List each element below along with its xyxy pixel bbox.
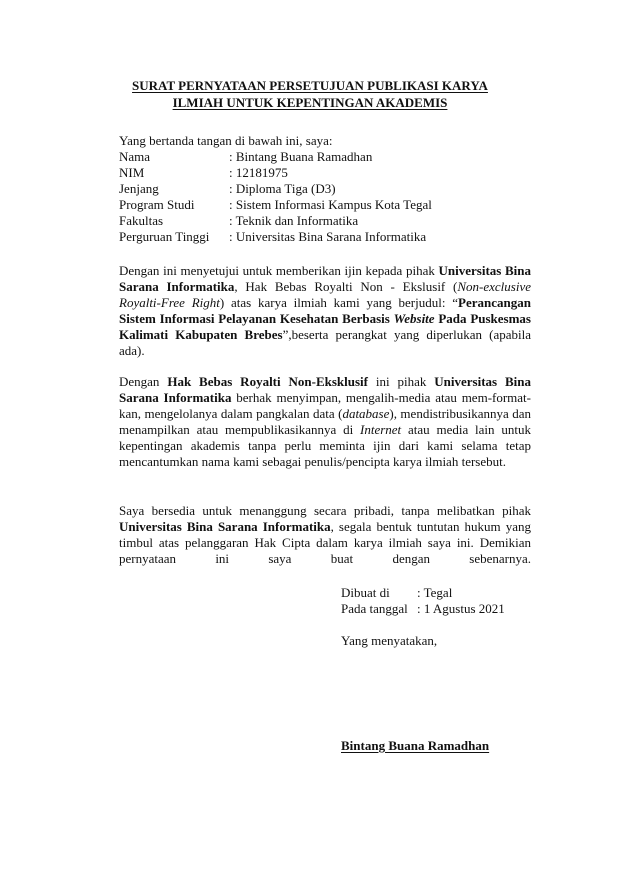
- field-value: : Teknik dan Informatika: [229, 213, 359, 228]
- university-name: Universitas Bina Sarana Informatika: [119, 519, 331, 534]
- intro-text: Yang bertanda tangan di bawah ini, saya:: [119, 133, 333, 148]
- field-row-nim: [119, 165, 531, 181]
- consent-paragraph: [119, 263, 531, 359]
- field-value: : Diploma Tiga (D3): [229, 181, 336, 196]
- university-name: Universitas Bina Sarana Informatika: [119, 374, 532, 405]
- title-line-1: SURAT PERNYATAAN PERSETUJUAN PUBLIKASI KARYA: [132, 78, 488, 93]
- date-value: : 1 Agustus 2021: [417, 601, 505, 616]
- italic-term: database: [342, 406, 390, 421]
- thesis-title-italic: Website: [393, 311, 435, 326]
- signature-place-date: [341, 585, 505, 617]
- field-label: NIM: [119, 165, 145, 180]
- signature-statement: Yang menyatakan,: [341, 633, 438, 648]
- place-row: [341, 585, 505, 601]
- field-label: Perguruan Tinggi: [119, 229, 210, 244]
- field-row-nama: [119, 149, 531, 165]
- paragraph-text: , Hak Bebas Royalti Non - Ekslusif (: [234, 279, 458, 294]
- paragraph-text: Dengan: [119, 374, 168, 389]
- date-row: [341, 601, 505, 617]
- paragraph-text: atau media lain untuk kepentingan akademis tanpa perlu meminta ijin dari kami selama tetap mencantumkan nama kami sebagai penulis/pencipta karya ilmiah tersebut.: [119, 422, 531, 469]
- field-label: Program Studi: [119, 197, 195, 212]
- field-value: : Sistem Informasi Kampus Kota Tegal: [229, 197, 432, 212]
- signer-name: Bintang Buana Ramadhan: [341, 738, 490, 753]
- place-value: : Tegal: [417, 585, 453, 600]
- rights-term: Hak Bebas Royalti Non-Eksklusif: [167, 374, 368, 389]
- thesis-title: Perancangan Sistem Informasi Pelayanan Kesehatan Berbasis: [119, 295, 531, 326]
- italic-term: Internet: [360, 422, 402, 437]
- rights-paragraph: [119, 374, 531, 470]
- paragraph-text: Saya bersedia untuk menanggung secara pribadi, tanpa melibatkan pihak: [119, 503, 531, 518]
- field-row-program-studi: [119, 197, 531, 213]
- field-row-perguruan-tinggi: [119, 229, 531, 245]
- paragraph-text: ini pihak: [368, 374, 435, 389]
- field-row-jenjang: [119, 181, 531, 197]
- place-label: Dibuat di: [341, 585, 390, 600]
- field-row-fakultas: [119, 213, 531, 229]
- field-label: Nama: [119, 149, 151, 164]
- field-label: Jenjang: [119, 181, 159, 196]
- thesis-title: Pada Puskesmas Kalimati Kabupaten Brebes: [119, 311, 531, 342]
- paragraph-text: ) atas karya ilmiah kami yang berjudul: “: [219, 295, 459, 310]
- paragraph-text: ), mendistribusikannya dan menampilkan atau mempublikasikannya di: [119, 406, 531, 437]
- paragraph-text: Dengan ini menyetujui untuk memberikan ijin kepada pihak: [119, 263, 439, 278]
- field-label: Fakultas: [119, 213, 164, 228]
- date-label: Pada tanggal: [341, 601, 408, 616]
- title-line-2: ILMIAH UNTUK KEPENTINGAN AKADEMIS: [172, 95, 448, 110]
- paragraph-text: ”,beserta perangkat yang diperlukan (apabila ada).: [119, 327, 531, 358]
- field-value: : Bintang Buana Ramadhan: [229, 149, 373, 164]
- field-value: : Universitas Bina Sarana Informatika: [229, 229, 427, 244]
- paragraph-text: , segala bentuk tuntutan hukum yang timbul atas pelanggaran Hak Cipta dalam karya ilmiah saya ini. Demikian pernyataan ini saya buat dengan sebenarnya.: [119, 519, 531, 566]
- license-term: Non-exclusive Royalti-Free Right: [119, 279, 531, 310]
- paragraph-text: berhak menyimpan, mengalih-media atau mem-format-kan, mengelolanya dalam pangkalan data (: [119, 390, 531, 421]
- identity-fields: [119, 149, 531, 245]
- university-name: Universitas Bina Sarana Informatika: [119, 263, 531, 294]
- liability-paragraph: [119, 503, 531, 567]
- field-value: : 12181975: [229, 165, 288, 180]
- document-title: [60, 77, 560, 111]
